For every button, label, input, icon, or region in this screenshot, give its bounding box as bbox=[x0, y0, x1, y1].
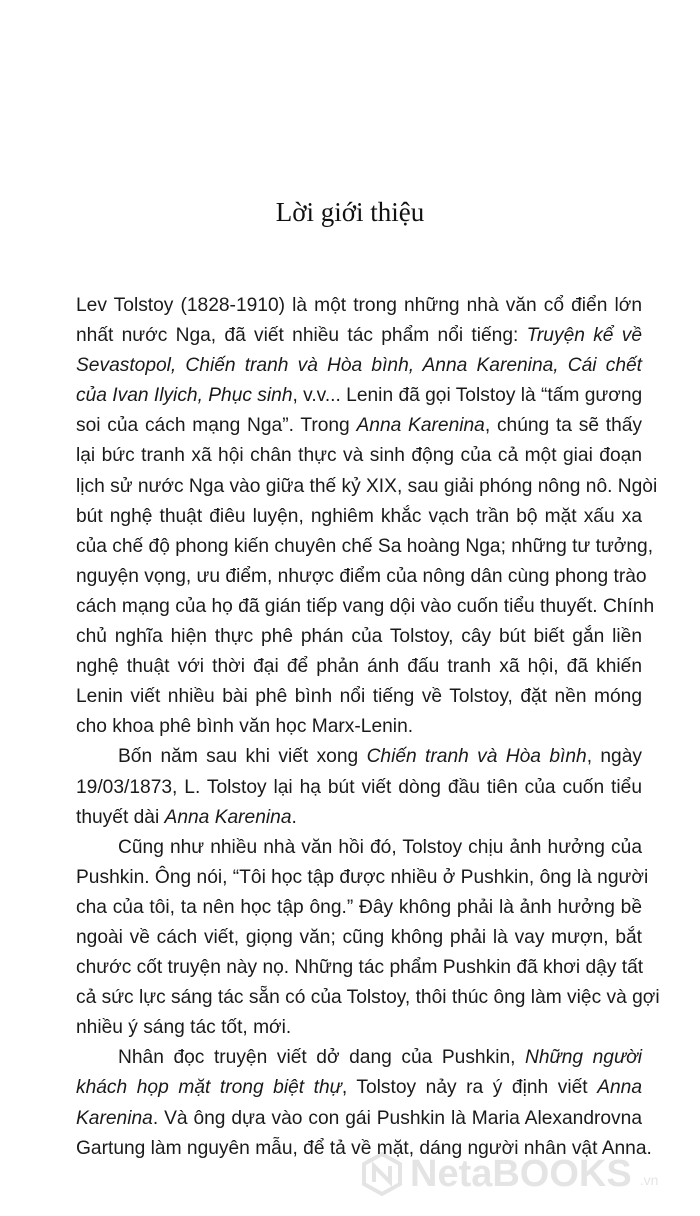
text-line bbox=[76, 622, 642, 652]
italic-text: Karenina bbox=[76, 1107, 153, 1129]
text-segment: chước cốt truyện này nọ. Những tác phẩm Pushkin đã khơi dậy tất bbox=[76, 957, 644, 979]
text-segment: Bốn năm sau khi viết xong bbox=[118, 746, 367, 768]
italic-text: Chiến tranh và Hòa bình bbox=[366, 746, 587, 768]
text-line bbox=[76, 291, 642, 321]
body-text bbox=[76, 291, 660, 1164]
text-segment: soi của cách mạng Nga”. Trong bbox=[76, 415, 357, 437]
text-line bbox=[76, 953, 642, 983]
text-segment: thuyết dài bbox=[76, 806, 165, 828]
text-line bbox=[76, 682, 642, 712]
text-line bbox=[76, 441, 642, 471]
text-line bbox=[76, 1104, 642, 1134]
text-segment: Lev Tolstoy (1828-1910) là một trong những nhà văn cổ điển lớn bbox=[76, 295, 642, 316]
text-line bbox=[76, 532, 654, 562]
text-line bbox=[76, 502, 642, 532]
text-segment: , chúng ta sẽ thấy bbox=[484, 415, 643, 437]
text-segment: bút nghệ thuật điêu luyện, nghiêm khắc vạch trần bộ mặt xấu xa bbox=[76, 505, 642, 527]
text-segment: , Tolstoy nảy ra ý định viết bbox=[341, 1077, 598, 1099]
text-line bbox=[76, 833, 642, 863]
italic-text: Anna bbox=[597, 1077, 643, 1099]
italic-text: của Ivan Ilyich, Phục sinh bbox=[76, 385, 293, 407]
text-line bbox=[76, 472, 658, 502]
text-segment: chủ nghĩa hiện thực phê phán của Tolstoy, cây bút biết gắn liền bbox=[76, 626, 642, 648]
italic-text: Anna Karenina bbox=[356, 415, 485, 437]
watermark bbox=[360, 1152, 658, 1196]
text-line bbox=[76, 411, 642, 441]
text-segment: Cũng như nhiều nhà văn hồi đó, Tolstoy chịu ảnh hưởng của bbox=[118, 836, 642, 858]
text-line bbox=[76, 351, 642, 381]
italic-text: Sevastopol, Chiến tranh và Hòa bình, Anna Karenina, Cái chết bbox=[76, 355, 642, 377]
text-line bbox=[76, 1043, 642, 1073]
text-line bbox=[76, 562, 647, 592]
text-segment: Lenin viết nhiều bài phê bình nổi tiếng về Tolstoy, đặt nền móng bbox=[76, 686, 642, 708]
text-segment: cả sức lực sáng tác sẵn có của Tolstoy, thôi thúc ông làm việc và gợi bbox=[76, 987, 660, 1009]
text-line bbox=[76, 1013, 642, 1043]
text-line bbox=[76, 983, 660, 1013]
text-segment: nhiều ý sáng tác tốt, mới. bbox=[76, 1017, 292, 1039]
text-segment: của chế độ phong kiến chuyên chế Sa hoàng Nga; những tư tưởng, bbox=[76, 535, 654, 557]
text-segment: Gartung làm nguyên mẫu, để tả về mặt, dáng người nhân vật Anna. bbox=[76, 1137, 652, 1159]
text-segment: ngoài về cách viết, giọng văn; cũng không phải là vay mượn, bắt bbox=[76, 926, 642, 948]
watermark-brand: NetaBOOKS bbox=[410, 1152, 632, 1195]
text-line bbox=[76, 712, 642, 742]
text-line bbox=[76, 803, 642, 833]
text-segment: cách mạng của họ đã gián tiếp vang dội vào cuốn tiểu thuyết. Chính bbox=[76, 595, 655, 617]
text-segment: . bbox=[291, 806, 297, 828]
text-line bbox=[76, 592, 655, 622]
text-line bbox=[76, 1073, 642, 1103]
text-line bbox=[76, 923, 642, 953]
text-segment: Pushkin. Ông nói, “Tôi học tập được nhiều ở Pushkin, ông là người bbox=[76, 866, 649, 888]
text-line bbox=[76, 321, 642, 351]
text-line bbox=[76, 742, 642, 772]
text-segment: nghệ thuật với thời đại để phản ánh đấu tranh xã hội, đã khiến bbox=[76, 656, 642, 678]
text-line bbox=[76, 652, 642, 682]
italic-text: khách họp mặt trong biệt thự bbox=[76, 1077, 342, 1099]
text-segment: nhất nước Nga, đã viết nhiều tác phẩm nổi tiếng: bbox=[76, 325, 527, 347]
italic-text: Những người bbox=[525, 1047, 642, 1069]
italic-text: Truyện kể về bbox=[526, 325, 642, 347]
text-segment: nguyện vọng, ưu điểm, nhược điểm của nông dân cùng phong trào bbox=[76, 565, 647, 587]
text-segment: , v.v... Lenin đã gọi Tolstoy là “tấm gương bbox=[292, 385, 643, 407]
page-title: Lời giới thiệu bbox=[275, 197, 425, 227]
text-segment: Nhân đọc truyện viết dở dang của Pushkin, bbox=[118, 1047, 526, 1069]
text-segment: , ngày bbox=[586, 746, 642, 768]
italic-text: Anna Karenina bbox=[164, 806, 292, 828]
text-segment: lại bức tranh xã hội chân thực và sinh động của cả một giai đoạn bbox=[76, 445, 642, 467]
text-line bbox=[76, 773, 642, 803]
text-segment: cha của tôi, ta nên học tập ông.” Đây không phải là ảnh hưởng bề bbox=[76, 896, 642, 918]
netabooks-logo-icon bbox=[360, 1152, 404, 1196]
text-segment: cho khoa phê bình văn học Marx-Lenin. bbox=[76, 716, 414, 738]
text-line bbox=[76, 863, 649, 893]
text-line bbox=[76, 893, 642, 923]
text-line bbox=[76, 381, 642, 411]
watermark-suffix: .vn bbox=[639, 1172, 659, 1188]
text-segment: 19/03/1873, L. Tolstoy lại hạ bút viết dòng đầu tiên của cuốn tiểu bbox=[76, 776, 642, 798]
text-segment: lịch sử nước Nga vào giữa thế kỷ XIX, sau giải phóng nông nô. Ngòi bbox=[76, 475, 658, 497]
text-segment: . Và ông dựa vào con gái Pushkin là Maria Alexandrovna bbox=[152, 1107, 642, 1129]
